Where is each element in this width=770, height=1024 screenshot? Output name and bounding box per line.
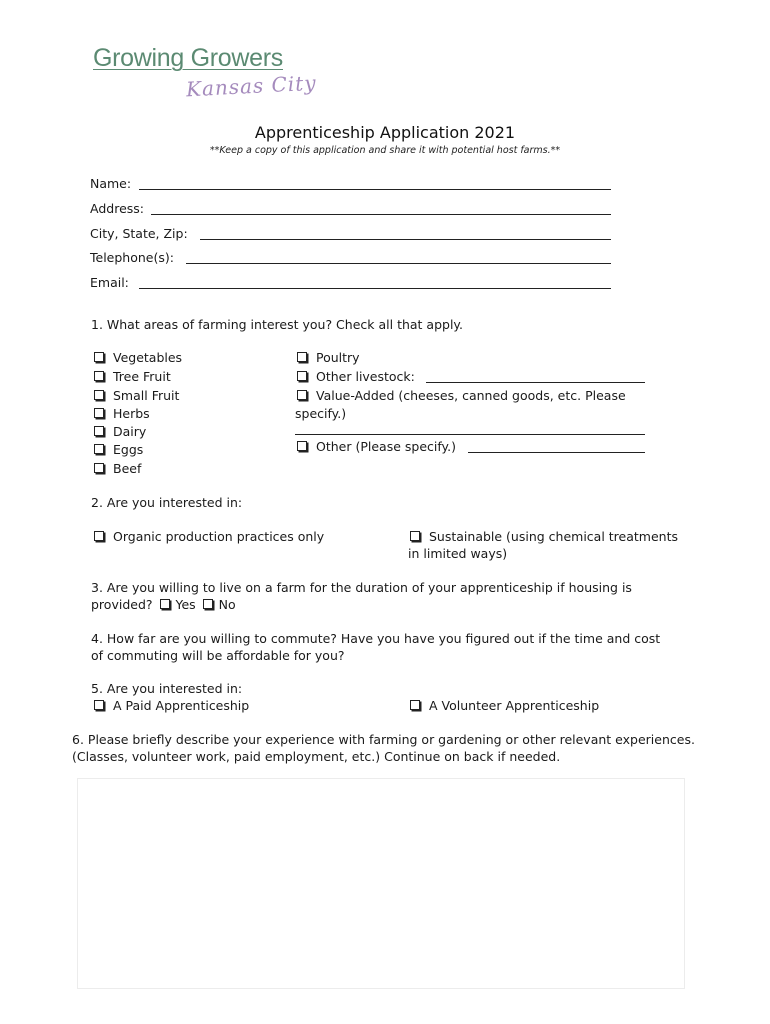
- q1-option-value-added[interactable]: [297, 387, 626, 404]
- q5-option-volunteer[interactable]: [410, 697, 599, 714]
- q1-option-vegetables[interactable]: [94, 349, 182, 366]
- checkbox-icon[interactable]: [94, 426, 104, 436]
- q3-yes-label: Yes: [175, 597, 196, 612]
- address-label: Address:: [90, 201, 144, 216]
- telephone-field[interactable]: [186, 263, 611, 264]
- q2-question: 2. Are you interested in:: [91, 495, 243, 510]
- checkbox-icon[interactable]: [297, 371, 307, 381]
- q2-sustainable-continuation: in limited ways): [408, 546, 508, 561]
- q5-option-paid[interactable]: [94, 697, 249, 714]
- checkbox-icon[interactable]: [297, 390, 307, 400]
- logo-subtitle: Kansas City: [185, 70, 318, 102]
- checkbox-icon[interactable]: [94, 700, 104, 710]
- q1-option-small-fruit[interactable]: [94, 387, 179, 404]
- option-label: Dairy: [113, 424, 147, 439]
- city-state-zip-field[interactable]: [200, 239, 611, 240]
- option-label: Vegetables: [113, 350, 183, 365]
- name-label: Name:: [90, 176, 132, 191]
- q1-option-dairy[interactable]: [94, 423, 146, 440]
- q4-question-line2: of commuting will be affordable for you?: [91, 648, 345, 663]
- q1-option-poultry[interactable]: [297, 349, 360, 366]
- address-field[interactable]: [151, 214, 611, 215]
- option-label: A Paid Apprenticeship: [113, 698, 250, 713]
- name-field[interactable]: [139, 189, 611, 190]
- option-label: Beef: [113, 461, 142, 476]
- q1-option-other-livestock[interactable]: [297, 368, 415, 385]
- other-specify-field[interactable]: [468, 452, 645, 453]
- option-label: Small Fruit: [113, 388, 180, 403]
- value-added-continuation: specify.): [295, 406, 347, 421]
- city-state-zip-label: City, State, Zip:: [90, 226, 188, 241]
- q1-option-beef[interactable]: [94, 460, 141, 477]
- checkbox-icon[interactable]: [160, 599, 170, 609]
- option-label: Herbs: [113, 406, 150, 421]
- value-added-field[interactable]: [295, 434, 645, 435]
- checkbox-icon[interactable]: [94, 352, 104, 362]
- q6-question-line1: 6. Please briefly describe your experience with farming or gardening or other relevant experiences.: [72, 732, 695, 747]
- option-label: Organic production practices only: [113, 529, 325, 544]
- page-title: Apprenticeship Application 2021: [254, 123, 516, 142]
- checkbox-icon[interactable]: [297, 441, 307, 451]
- experience-textarea[interactable]: [77, 778, 685, 989]
- q4-question-line1: 4. How far are you willing to commute? Have you have you figured out if the time and cost: [91, 631, 661, 646]
- q2-option-sustainable[interactable]: [410, 528, 678, 545]
- q1-question: 1. What areas of farming interest you? Check all that apply.: [91, 317, 464, 332]
- option-label: Other livestock:: [316, 369, 415, 384]
- option-label: Sustainable (using chemical treatments: [429, 529, 679, 544]
- q3-no-label: No: [218, 597, 236, 612]
- checkbox-icon[interactable]: [94, 371, 104, 381]
- checkbox-icon[interactable]: [410, 531, 420, 541]
- q3-question-line1: 3. Are you willing to live on a farm for the duration of your apprenticeship if housing is: [91, 580, 632, 595]
- checkbox-icon[interactable]: [94, 463, 104, 473]
- checkbox-icon[interactable]: [94, 444, 104, 454]
- checkbox-icon[interactable]: [94, 408, 104, 418]
- checkbox-icon[interactable]: [203, 599, 213, 609]
- q6-question-line2: (Classes, volunteer work, paid employment, etc.) Continue on back if needed.: [72, 749, 561, 764]
- option-label: Eggs: [113, 442, 144, 457]
- q2-option-organic[interactable]: [94, 528, 324, 545]
- checkbox-icon[interactable]: [410, 700, 420, 710]
- q1-option-other[interactable]: [297, 438, 456, 455]
- telephone-label: Telephone(s):: [90, 250, 174, 265]
- q3-question-line2: [91, 596, 236, 613]
- option-label: Value-Added (cheeses, canned goods, etc. Please: [316, 388, 626, 403]
- q3-provided-text: provided?: [91, 597, 153, 612]
- logo-title: Growing Growers: [93, 44, 283, 72]
- page-subtitle: **Keep a copy of this application and share it with potential host farms.**: [209, 145, 561, 156]
- email-field[interactable]: [139, 288, 611, 289]
- option-label: Tree Fruit: [113, 369, 171, 384]
- q1-option-herbs[interactable]: [94, 405, 150, 422]
- email-label: Email:: [90, 275, 129, 290]
- checkbox-icon[interactable]: [297, 352, 307, 362]
- option-label: Poultry: [316, 350, 360, 365]
- other-livestock-field[interactable]: [426, 382, 645, 383]
- checkbox-icon[interactable]: [94, 390, 104, 400]
- option-label: A Volunteer Apprenticeship: [429, 698, 600, 713]
- q1-option-tree-fruit[interactable]: [94, 368, 171, 385]
- option-label: Other (Please specify.): [316, 439, 457, 454]
- q1-option-eggs[interactable]: [94, 441, 143, 458]
- q5-question: 5. Are you interested in:: [91, 681, 243, 696]
- checkbox-icon[interactable]: [94, 531, 104, 541]
